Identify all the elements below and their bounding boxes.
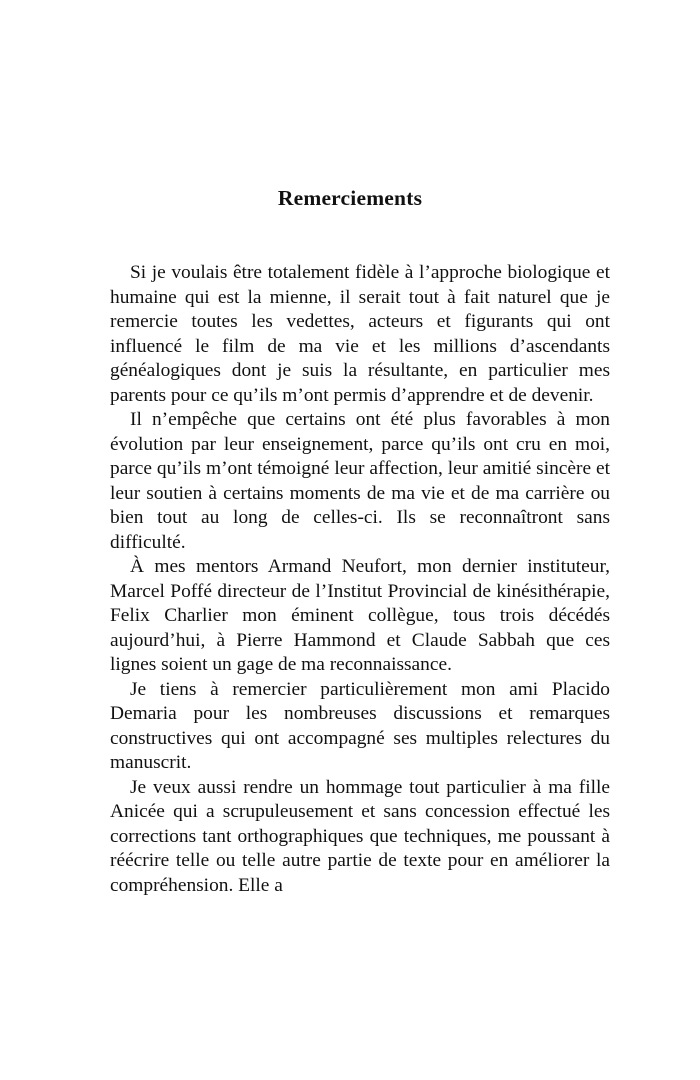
page-title: Remerciements [277, 186, 423, 210]
paragraph: Si je voulais être totalement fidèle à l’approche biologique et humaine qui est la mienne, il serait tout à fait naturel que je remercie toutes les vedettes, acteurs et figurants qui ont influencé le film de ma vie et les millions d’ascendants généalogiques dont je suis la résultante, en particulier mes parents pour ce qu’ils m’ont permis d’apprendre et de devenir. [110, 262, 610, 406]
body-text [110, 261, 610, 898]
paragraph: Je veux aussi rendre un hommage tout particulier à ma fille Anicée qui a scrupuleusement et sans concession effectué les corrections tant orthographiques que techniques, me poussant à réécrire telle ou telle autre partie de texte pour en améliorer la compréhension. Elle a [110, 776, 610, 896]
paragraph: Il n’empêche que certains ont été plus favorables à mon évolution par leur enseignement, parce qu’ils ont cru en moi, parce qu’ils m’ont témoigné leur affection, leur amitié sincère et leur soutien à certains moments de ma vie et de ma carrière ou bien tout au long de celles-ci. Ils se reconnaîtront sans difficulté. [110, 409, 610, 553]
paragraph: Je tiens à remercier particulièrement mon ami Placido Demaria pour les nombreuses discussions et remarques constructives qui ont accompagné ses multiples relectures du manuscrit. [110, 678, 610, 773]
paragraph: À mes mentors Armand Neufort, mon dernier instituteur, Marcel Poffé directeur de l’Institut Provincial de kinésithérapie, Felix Charlier mon éminent collègue, tous trois décédés aujourd’hui, à Pierre Hammond et Claude Sabbah que ces lignes soient un gage de ma reconnaissance. [110, 556, 610, 675]
